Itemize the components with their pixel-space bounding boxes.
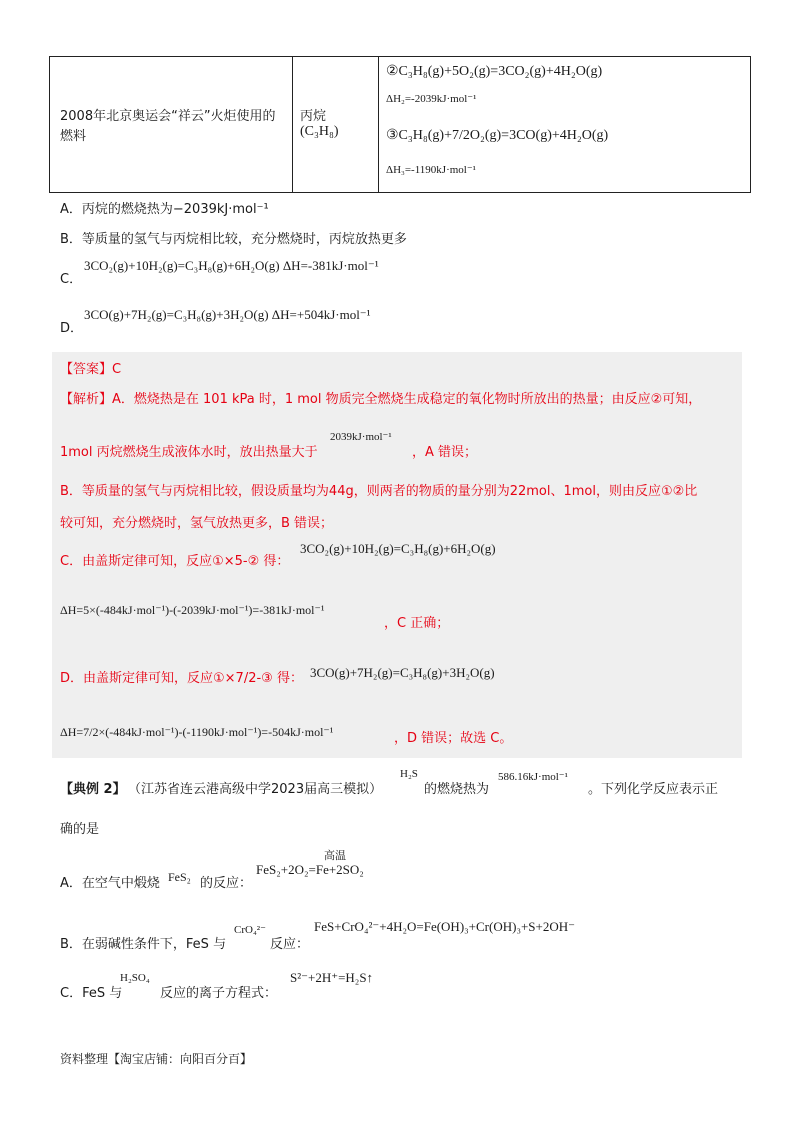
example-2-option-b-ion: CrO₄²⁻ xyxy=(234,924,266,936)
analysis-line-8-verdict: ，D 错误；故选 C。 xyxy=(394,731,513,746)
analysis-line-8-equation: ΔH=7/2×(-484kJ·mol⁻¹)-(-1190kJ·mol⁻¹)=-504kJ·mol⁻¹ xyxy=(60,725,334,739)
example-2-option-b-mid: 反应： xyxy=(270,937,310,952)
analysis-line-3: B．等质量的氢气与丙烷相比较，假设质量均为44g，则两者的物质的量分别为22mol、1mol，则由反应①②比 xyxy=(60,484,698,499)
option-a: A．丙烷的燃烧热为−2039kJ·mol⁻¹ xyxy=(60,202,269,217)
page-footer: 资料整理【淘宝店铺：向阳百分百】 xyxy=(60,1052,253,1066)
analysis-line-4: 较可知，充分燃烧时，氢气放热更多，B 错误； xyxy=(60,516,334,531)
example-2-option-a-fes2: FeS₂ xyxy=(168,870,191,884)
enthalpy-2: ΔH₂=-2039kJ·mol⁻¹ xyxy=(386,93,477,105)
example-2-label: 【典例 2】 xyxy=(60,782,126,797)
example-2-h2s: H₂S xyxy=(400,768,418,780)
example-2-value: 586.16kJ·mol⁻¹ xyxy=(498,771,568,783)
equation-3: ③C₃H₈(g)+7/2O₂(g)=3CO(g)+4H₂O(g) xyxy=(386,128,609,143)
table-cell-formula: (C₃H₈) xyxy=(300,124,339,139)
table-cell-name: 丙烷 xyxy=(300,109,327,124)
example-2-option-a-condition: 高温 xyxy=(324,850,346,862)
example-2-option-c-acid: H₂SO₄ xyxy=(120,972,150,984)
example-2-option-b-equation: FeS+CrO₄²⁻+4H₂O=Fe(OH)₃+Cr(OH)₃+S+2OH⁻ xyxy=(314,919,576,934)
example-2-source: （江苏省连云港高级中学2023届高三模拟） xyxy=(128,782,383,797)
example-2-option-c-mid: 反应的离子方程式： xyxy=(160,986,278,1001)
example-2-option-b-text: B．在弱碱性条件下，FeS 与 xyxy=(60,937,227,952)
analysis-line-7-equation: 3CO(g)+7H₂(g)=C₃H₈(g)+3H₂O(g) xyxy=(310,665,495,680)
analysis-line-5-equation: 3CO₂(g)+10H₂(g)=C₃H₈(g)+6H₂O(g) xyxy=(300,541,496,556)
example-2-option-a-mid: 的反应： xyxy=(200,876,253,891)
analysis-line-2-text: 1mol 丙烷燃烧生成液体水时，放出热量大于 xyxy=(60,445,318,460)
enthalpy-3: ΔH₃=-1190kJ·mol⁻¹ xyxy=(386,164,476,176)
answer-label: 【答案】C xyxy=(60,362,122,377)
example-2-mid: 的燃烧热为 xyxy=(424,782,490,797)
option-d-equation: 3CO(g)+7H₂(g)=C₃H₈(g)+3H₂O(g) ΔH=+504kJ·mol⁻¹ xyxy=(84,307,371,322)
option-c-equation: 3CO₂(g)+10H₂(g)=C₃H₈(g)+6H₂O(g) ΔH=-381kJ·mol⁻¹ xyxy=(84,258,379,273)
table-divider xyxy=(292,57,293,192)
example-2-option-c-text: C．FeS 与 xyxy=(60,986,123,1001)
analysis-line-6-verdict: ，C 正确； xyxy=(384,616,450,631)
analysis-line-2-value: 2039kJ·mol⁻¹ xyxy=(330,431,392,443)
example-2-post: 。下列化学反应表示正 xyxy=(588,782,719,797)
example-2-line-2: 确的是 xyxy=(60,822,100,837)
example-2-option-c-equation: S²⁻+2H⁺=H₂S↑ xyxy=(290,970,374,985)
analysis-line-6-equation: ΔH=5×(-484kJ·mol⁻¹)-(-2039kJ·mol⁻¹)=-381kJ·mol⁻¹ xyxy=(60,603,325,617)
option-d-label: D． xyxy=(60,321,84,336)
option-c-label: C． xyxy=(60,272,83,287)
example-2-option-a-equation: FeS₂+2O₂=Fe+2SO₂ xyxy=(256,862,364,877)
analysis-line-5-text: C．由盖斯定律可知，反应①×5-② 得： xyxy=(60,554,290,569)
example-2-option-a-text: A．在空气中煅烧 xyxy=(60,876,160,891)
table-cell-usage: 2008年北京奥运会“祥云”火炬使用的燃料 xyxy=(60,109,276,144)
fuel-table xyxy=(49,56,751,193)
analysis-line-7-text: D．由盖斯定律可知，反应①×7/2-③ 得： xyxy=(60,671,303,686)
option-b: B．等质量的氢气与丙烷相比较，充分燃烧时，丙烷放热更多 xyxy=(60,232,407,247)
analysis-line-1: 【解析】A．燃烧热是在 101 kPa 时，1 mol 物质完全燃烧生成稳定的氧化物时所放出的热量；由反应②可知， xyxy=(60,392,702,407)
table-divider xyxy=(378,57,379,192)
equation-2: ②C₃H₈(g)+5O₂(g)=3CO₂(g)+4H₂O(g) xyxy=(386,64,603,79)
analysis-line-2-verdict: ，A 错误； xyxy=(412,445,478,460)
